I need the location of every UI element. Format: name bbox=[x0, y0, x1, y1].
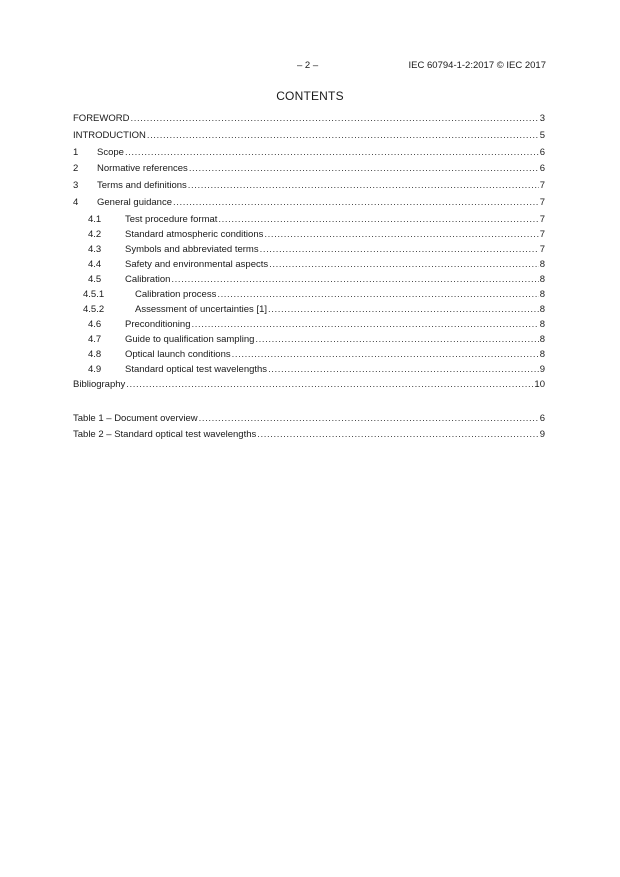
toc-table-label: Table 2 – Standard optical test wavelengths bbox=[73, 429, 257, 441]
toc-entry-bibliography[interactable] bbox=[73, 379, 545, 396]
toc-entry-calibration[interactable] bbox=[73, 274, 545, 289]
toc-entry-label: Safety and environmental aspects bbox=[125, 258, 269, 270]
toc-entry-page: 8 bbox=[539, 273, 545, 285]
toc-entry-label: General guidance bbox=[97, 196, 172, 208]
toc-entry-page: 8 bbox=[539, 303, 545, 315]
toc-entry-test-procedure-format[interactable] bbox=[73, 214, 545, 229]
dot-leader bbox=[125, 147, 539, 158]
dot-leader bbox=[260, 244, 539, 255]
toc-entry-normative-references[interactable] bbox=[73, 163, 545, 180]
dot-leader bbox=[269, 259, 539, 270]
dot-leader bbox=[257, 429, 538, 440]
toc-entry-number: 4.5 bbox=[88, 273, 102, 285]
toc-entry-number: 4.3 bbox=[88, 243, 102, 255]
toc-entry-label: Terms and definitions bbox=[97, 180, 187, 192]
toc-entry-page: 8 bbox=[539, 318, 545, 330]
toc-entry-number: 4.5.1 bbox=[83, 288, 105, 300]
toc-entry-label: Guide to qualification sampling bbox=[125, 333, 255, 345]
toc-table-page: 6 bbox=[539, 412, 545, 424]
toc-entry-page: 10 bbox=[534, 378, 545, 390]
toc-entry-page: 8 bbox=[539, 258, 545, 270]
dot-leader bbox=[173, 197, 539, 208]
toc-entry-label: INTRODUCTION bbox=[73, 129, 146, 141]
toc-entry-number: 4.4 bbox=[88, 258, 102, 270]
toc-entry-number: 3 bbox=[73, 180, 79, 192]
toc-entry-label: Assessment of uncertainties [1] bbox=[135, 303, 268, 315]
toc-entry-optical-launch-conditions[interactable] bbox=[73, 349, 545, 364]
document-id: IEC 60794-1-2:2017 © IEC 2017 bbox=[408, 60, 546, 71]
toc-entry-preconditioning[interactable] bbox=[73, 319, 545, 334]
toc-table-label: Table 1 – Document overview bbox=[73, 412, 198, 424]
toc-entry-label: Standard optical test wavelengths bbox=[125, 363, 268, 375]
section-gap bbox=[73, 396, 545, 413]
dot-leader bbox=[147, 130, 539, 141]
toc-entry-number: 4.6 bbox=[88, 318, 102, 330]
toc-entry-number: 4.2 bbox=[88, 228, 102, 240]
toc-entry-label: FOREWORD bbox=[73, 113, 130, 124]
dot-leader bbox=[264, 229, 538, 240]
toc-entry-label: Symbols and abbreviated terms bbox=[125, 243, 259, 255]
toc-entry-safety-and-environmental-aspects[interactable] bbox=[73, 259, 545, 274]
toc-entry-page: 6 bbox=[539, 146, 545, 158]
toc-entry-page: 7 bbox=[539, 228, 545, 240]
toc-entry-introduction[interactable] bbox=[73, 130, 545, 147]
dot-leader bbox=[199, 413, 539, 424]
toc-entry-number: 4.8 bbox=[88, 348, 102, 360]
toc-table-page: 9 bbox=[539, 429, 545, 441]
toc-entry-page: 3 bbox=[539, 113, 545, 124]
toc-entry-number: 1 bbox=[73, 146, 79, 158]
page-header bbox=[0, 60, 620, 74]
dot-leader bbox=[255, 334, 538, 345]
toc-entry-page: 7 bbox=[539, 243, 545, 255]
toc-entry-page: 8 bbox=[539, 288, 545, 300]
toc-entry-label: Test procedure format bbox=[125, 213, 218, 225]
dot-leader bbox=[126, 379, 533, 390]
toc-entry-number: 4.1 bbox=[88, 213, 102, 225]
dot-leader bbox=[188, 180, 539, 191]
toc-entry-page: 6 bbox=[539, 163, 545, 175]
toc-entry-label: Preconditioning bbox=[125, 318, 191, 330]
dot-leader bbox=[192, 319, 539, 330]
toc-entry-number: 4.9 bbox=[88, 363, 102, 375]
dot-leader bbox=[130, 113, 538, 124]
toc-entry-standard-optical-test-wavelengths[interactable] bbox=[73, 364, 545, 379]
toc-entry-number: 2 bbox=[73, 163, 79, 175]
toc-table-1[interactable] bbox=[73, 413, 545, 430]
toc-entry-number: 4 bbox=[73, 196, 79, 208]
toc-entry-calibration-process[interactable] bbox=[73, 289, 545, 304]
toc-entry-label: Standard atmospheric conditions bbox=[125, 228, 264, 240]
toc-entry-number: 4.5.2 bbox=[83, 303, 105, 315]
dot-leader bbox=[232, 349, 539, 360]
toc-entry-label: Bibliography bbox=[73, 378, 126, 390]
toc-entry-page: 5 bbox=[539, 129, 545, 141]
toc-entry-number: 4.7 bbox=[88, 333, 102, 345]
toc-entry-page: 7 bbox=[539, 196, 545, 208]
dot-leader bbox=[217, 289, 538, 300]
toc-entry-page: 8 bbox=[539, 333, 545, 345]
toc-entry-standard-atmospheric-conditions[interactable] bbox=[73, 229, 545, 244]
dot-leader bbox=[268, 364, 539, 375]
toc-entry-assessment-of-uncertainties[interactable] bbox=[73, 304, 545, 319]
toc-entry-label: Calibration process bbox=[135, 288, 217, 300]
page-title: CONTENTS bbox=[276, 89, 344, 103]
toc-entry-label: Normative references bbox=[97, 163, 188, 175]
toc-entry-page: 9 bbox=[539, 363, 545, 375]
toc-entry-label: Scope bbox=[97, 146, 124, 158]
toc-entry-guide-to-qualification-sampling[interactable] bbox=[73, 334, 545, 349]
toc-entry-page: 8 bbox=[539, 348, 545, 360]
toc-entry-label: Optical launch conditions bbox=[125, 348, 231, 360]
toc-table-2[interactable] bbox=[73, 429, 545, 446]
dot-leader bbox=[218, 214, 538, 225]
dot-leader bbox=[189, 163, 539, 174]
toc-entry-terms-and-definitions[interactable] bbox=[73, 180, 545, 197]
page-number: – 2 – bbox=[297, 60, 319, 71]
dot-leader bbox=[171, 274, 538, 285]
table-of-contents bbox=[73, 113, 545, 446]
dot-leader bbox=[268, 304, 539, 315]
toc-entry-page: 7 bbox=[539, 213, 545, 225]
toc-entry-scope[interactable] bbox=[73, 147, 545, 164]
toc-entry-symbols-and-abbreviated-terms[interactable] bbox=[73, 244, 545, 259]
toc-entry-label: Calibration bbox=[125, 273, 171, 285]
toc-entry-page: 7 bbox=[539, 180, 545, 192]
toc-entry-general-guidance[interactable] bbox=[73, 197, 545, 214]
toc-entry-foreword[interactable] bbox=[73, 113, 545, 130]
